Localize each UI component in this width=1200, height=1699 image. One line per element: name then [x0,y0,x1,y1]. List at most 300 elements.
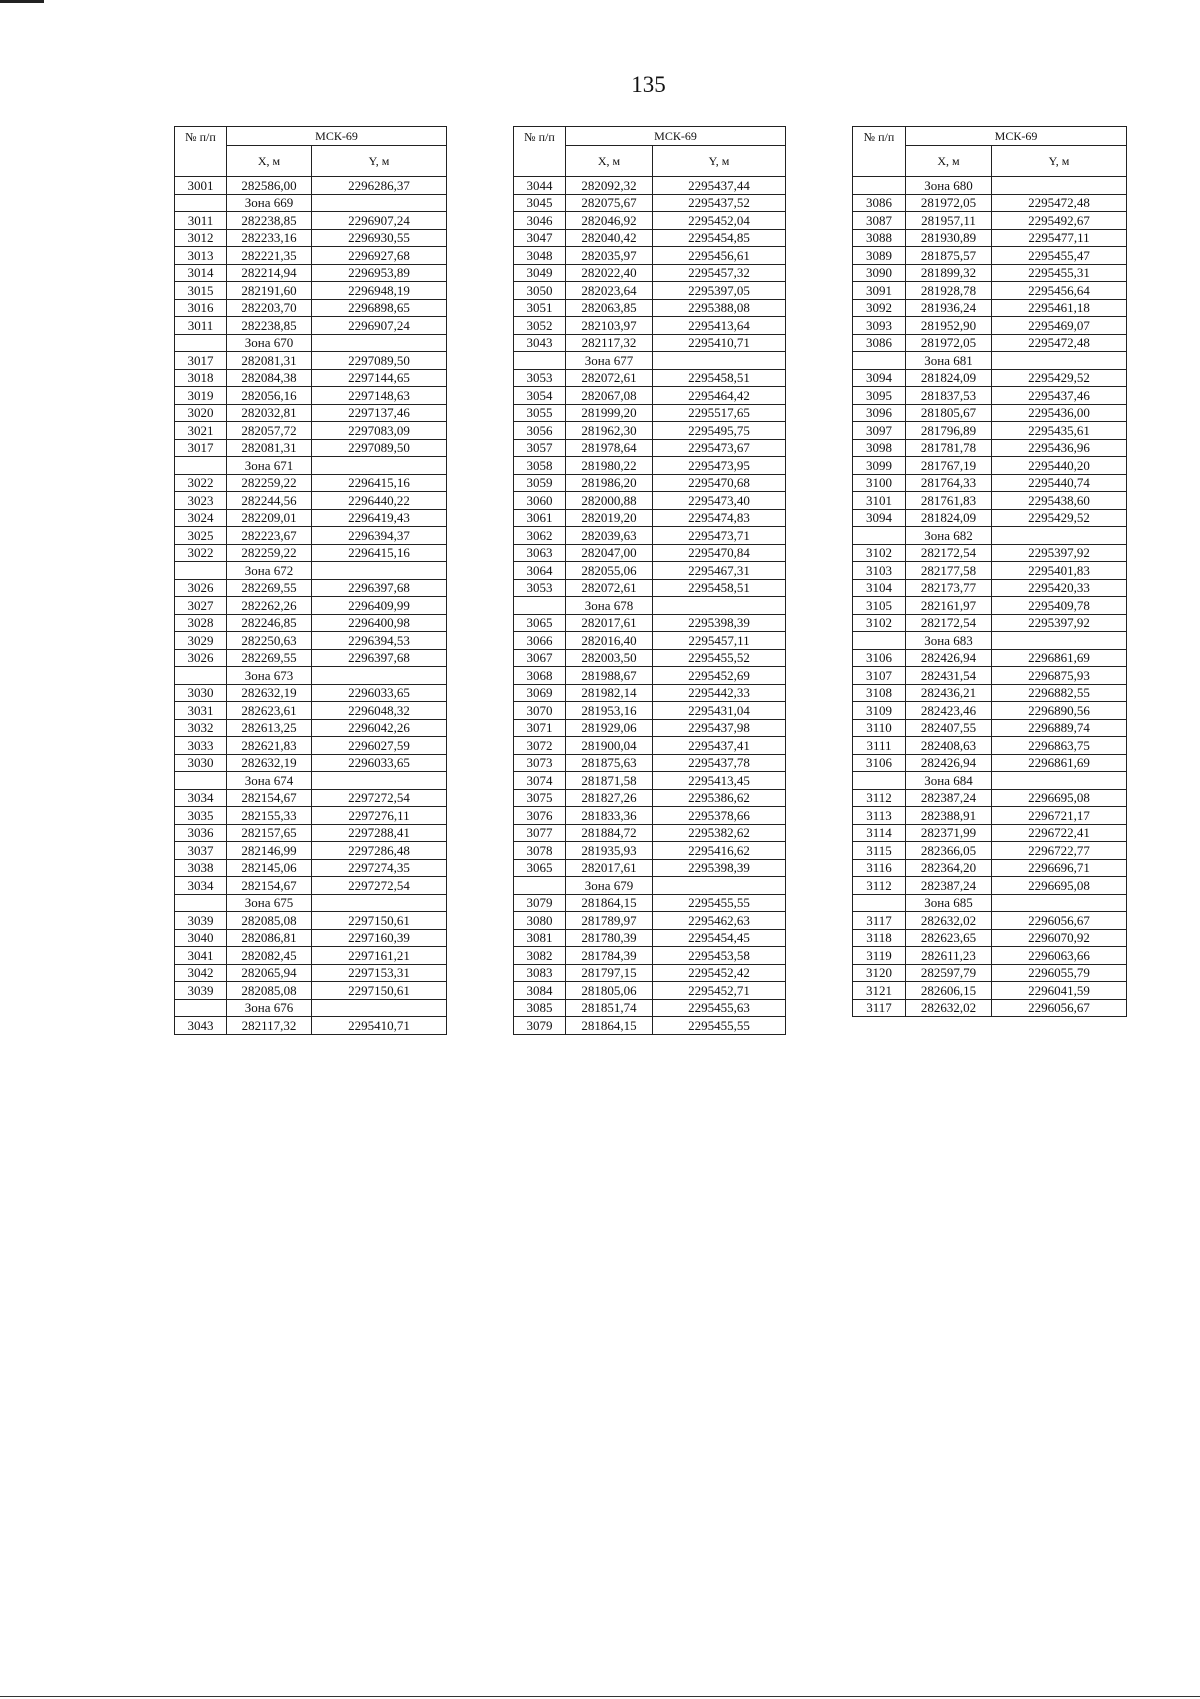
x-coordinate: 282086,81 [227,929,312,947]
table-row [514,929,786,947]
x-coordinate: 281986,20 [566,474,653,492]
point-number: 3023 [175,492,227,510]
coordinates-table-3 [852,126,1127,1017]
zone-empty-cell [992,352,1127,370]
x-coordinate: 282262,26 [227,597,312,615]
x-coordinate: 282103,97 [566,317,653,335]
point-number: 3072 [514,737,566,755]
y-coordinate: 2295397,05 [653,282,786,300]
point-number: 3078 [514,842,566,860]
point-number: 3012 [175,229,227,247]
zone-label: Зона 683 [906,632,992,650]
table-row [175,247,447,265]
y-coordinate: 2296721,17 [992,807,1127,825]
table-row [514,579,786,597]
table-row [853,404,1127,422]
y-coordinate: 2296063,66 [992,947,1127,965]
point-number: 3011 [175,212,227,230]
point-number: 3050 [514,282,566,300]
y-coordinate: 2296875,93 [992,667,1127,685]
point-number: 3057 [514,439,566,457]
table-row [175,299,447,317]
x-coordinate: 281936,24 [906,299,992,317]
table-row [853,649,1127,667]
y-coordinate: 2295473,67 [653,439,786,457]
table-row [175,404,447,422]
table-row [175,509,447,527]
x-coordinate: 281999,20 [566,404,653,422]
table-row [175,719,447,737]
point-number: 3040 [175,929,227,947]
x-coordinate: 282191,60 [227,282,312,300]
x-coordinate: 282632,19 [227,684,312,702]
header-y: Y, м [653,146,786,177]
table-row [514,999,786,1017]
point-number: 3016 [175,299,227,317]
header-number: № п/п [514,127,566,177]
table-row [514,894,786,912]
y-coordinate: 2295477,11 [992,229,1127,247]
table-row [853,422,1127,440]
header-coordinate-system: МСК-69 [566,127,786,146]
x-coordinate: 282075,67 [566,194,653,212]
table-row [175,824,447,842]
point-number: 3066 [514,632,566,650]
table-row [853,597,1127,615]
y-coordinate: 2296041,59 [992,982,1127,1000]
x-coordinate: 282057,72 [227,422,312,440]
y-coordinate: 2295437,52 [653,194,786,212]
point-number: 3043 [514,334,566,352]
point-number: 3058 [514,457,566,475]
table-row [514,667,786,685]
x-coordinate: 282055,06 [566,562,653,580]
point-number: 3022 [175,474,227,492]
table-row [514,842,786,860]
y-coordinate: 2295429,52 [992,369,1127,387]
point-number: 3030 [175,754,227,772]
y-coordinate: 2297272,54 [312,877,447,895]
point-number: 3073 [514,754,566,772]
x-coordinate: 282047,00 [566,544,653,562]
x-coordinate: 281900,04 [566,737,653,755]
x-coordinate: 282017,61 [566,859,653,877]
table-row [175,212,447,230]
x-coordinate: 282177,58 [906,562,992,580]
zone-row [853,894,1127,912]
y-coordinate: 2295388,08 [653,299,786,317]
x-coordinate: 281962,30 [566,422,653,440]
y-coordinate: 2295473,40 [653,492,786,510]
table-row [514,422,786,440]
point-number: 3067 [514,649,566,667]
point-number: 3114 [853,824,906,842]
point-number: 3045 [514,194,566,212]
table-row [514,369,786,387]
point-number: 3077 [514,824,566,842]
x-coordinate: 282408,63 [906,737,992,755]
x-coordinate: 282209,01 [227,509,312,527]
x-coordinate: 281824,09 [906,509,992,527]
point-number: 3051 [514,299,566,317]
table-row [175,859,447,877]
x-coordinate: 282238,85 [227,317,312,335]
y-coordinate: 2295452,42 [653,964,786,982]
table-row [175,684,447,702]
zone-number-cell [853,352,906,370]
point-number: 3085 [514,999,566,1017]
zone-empty-cell [992,772,1127,790]
x-coordinate: 282023,64 [566,282,653,300]
table-row [175,702,447,720]
y-coordinate: 2295397,92 [992,544,1127,562]
zone-row [175,894,447,912]
table-row [514,492,786,510]
y-coordinate: 2295464,42 [653,387,786,405]
zone-number-cell [175,194,227,212]
x-coordinate: 282065,94 [227,964,312,982]
x-coordinate: 282072,61 [566,369,653,387]
y-coordinate: 2295409,78 [992,597,1127,615]
x-coordinate: 281935,93 [566,842,653,860]
table-row [853,789,1127,807]
table-row [175,754,447,772]
x-coordinate: 282081,31 [227,352,312,370]
table-row [514,544,786,562]
header-y: Y, м [992,146,1127,177]
y-coordinate: 2295416,62 [653,842,786,860]
y-coordinate: 2295429,52 [992,509,1127,527]
y-coordinate: 2295378,66 [653,807,786,825]
y-coordinate: 2297153,31 [312,964,447,982]
table-row [175,982,447,1000]
x-coordinate: 282016,40 [566,632,653,650]
point-number: 3113 [853,807,906,825]
table-row [853,369,1127,387]
x-coordinate: 282407,55 [906,719,992,737]
y-coordinate: 2297288,41 [312,824,447,842]
point-number: 3042 [175,964,227,982]
table-row [853,264,1127,282]
x-coordinate: 282081,31 [227,439,312,457]
table-row [175,737,447,755]
zone-number-cell [514,877,566,895]
table-row [853,439,1127,457]
zone-number-cell [175,772,227,790]
y-coordinate: 2296889,74 [992,719,1127,737]
table-row [514,754,786,772]
x-coordinate: 282387,24 [906,789,992,807]
y-coordinate: 2295437,78 [653,754,786,772]
x-coordinate: 282032,81 [227,404,312,422]
point-number: 3076 [514,807,566,825]
point-number: 3065 [514,614,566,632]
zone-number-cell [514,352,566,370]
x-coordinate: 282632,02 [906,912,992,930]
y-coordinate: 2295382,62 [653,824,786,842]
y-coordinate: 2295401,83 [992,562,1127,580]
x-coordinate: 281761,83 [906,492,992,510]
point-number: 3014 [175,264,227,282]
y-coordinate: 2295456,61 [653,247,786,265]
x-coordinate: 282172,54 [906,614,992,632]
table-row [853,282,1127,300]
y-coordinate: 2296696,71 [992,859,1127,877]
y-coordinate: 2295474,83 [653,509,786,527]
x-coordinate: 282364,20 [906,859,992,877]
point-number: 3001 [175,177,227,195]
x-coordinate: 281837,53 [906,387,992,405]
x-coordinate: 282623,61 [227,702,312,720]
y-coordinate: 2296415,16 [312,474,447,492]
x-coordinate: 282063,85 [566,299,653,317]
zone-number-cell [853,632,906,650]
table-row [175,929,447,947]
y-coordinate: 2295455,63 [653,999,786,1017]
y-coordinate: 2295458,51 [653,579,786,597]
point-number: 3062 [514,527,566,545]
zone-label: Зона 671 [227,457,312,475]
y-coordinate: 2295442,33 [653,684,786,702]
point-number: 3041 [175,947,227,965]
zone-row [175,457,447,475]
table-row [514,282,786,300]
x-coordinate: 281851,74 [566,999,653,1017]
x-coordinate: 281953,16 [566,702,653,720]
x-coordinate: 282426,94 [906,754,992,772]
zone-label: Зона 675 [227,894,312,912]
zone-row [175,562,447,580]
y-coordinate: 2295435,61 [992,422,1127,440]
x-coordinate: 282155,33 [227,807,312,825]
zone-label: Зона 673 [227,667,312,685]
zone-row [175,194,447,212]
x-coordinate: 282259,22 [227,474,312,492]
table-row [514,404,786,422]
table-row [853,824,1127,842]
y-coordinate: 2296722,41 [992,824,1127,842]
zone-empty-cell [653,597,786,615]
zone-row [175,667,447,685]
point-number: 3086 [853,194,906,212]
x-coordinate: 281780,39 [566,929,653,947]
point-number: 3017 [175,439,227,457]
zone-row [853,177,1127,195]
point-number: 3047 [514,229,566,247]
point-number: 3121 [853,982,906,1000]
x-coordinate: 281988,67 [566,667,653,685]
y-coordinate: 2295456,64 [992,282,1127,300]
table-row [853,684,1127,702]
y-coordinate: 2297083,09 [312,422,447,440]
zone-empty-cell [312,457,447,475]
table-row [175,317,447,335]
point-number: 3017 [175,352,227,370]
y-coordinate: 2297148,63 [312,387,447,405]
y-coordinate: 2297276,11 [312,807,447,825]
point-number: 3048 [514,247,566,265]
zone-empty-cell [312,562,447,580]
table-row [514,702,786,720]
table-row [853,702,1127,720]
x-coordinate: 282223,67 [227,527,312,545]
zone-label: Зона 669 [227,194,312,212]
y-coordinate: 2295410,71 [653,334,786,352]
x-coordinate: 282154,67 [227,789,312,807]
x-coordinate: 282172,54 [906,544,992,562]
zone-number-cell [514,597,566,615]
point-number: 3088 [853,229,906,247]
y-coordinate: 2295473,95 [653,457,786,475]
point-number: 3011 [175,317,227,335]
point-number: 3037 [175,842,227,860]
y-coordinate: 2296907,24 [312,317,447,335]
y-coordinate: 2296056,67 [992,999,1127,1017]
x-coordinate: 282244,56 [227,492,312,510]
table-row [853,492,1127,510]
point-number: 3071 [514,719,566,737]
point-number: 3056 [514,422,566,440]
point-number: 3108 [853,684,906,702]
point-number: 3117 [853,912,906,930]
scan-corner-mark [0,0,44,3]
header-number: № п/п [175,127,227,177]
y-coordinate: 2296397,68 [312,649,447,667]
x-coordinate: 282269,55 [227,579,312,597]
zone-row [514,352,786,370]
zone-row [175,334,447,352]
zone-label: Зона 679 [566,877,653,895]
header-x: X, м [906,146,992,177]
point-number: 3093 [853,317,906,335]
table-row [853,212,1127,230]
table-row [175,632,447,650]
y-coordinate: 2295452,04 [653,212,786,230]
y-coordinate: 2297137,46 [312,404,447,422]
table-row [175,579,447,597]
x-coordinate: 282085,08 [227,982,312,1000]
x-coordinate: 282022,40 [566,264,653,282]
x-coordinate: 282214,94 [227,264,312,282]
y-coordinate: 2295457,32 [653,264,786,282]
point-number: 3054 [514,387,566,405]
y-coordinate: 2295397,92 [992,614,1127,632]
x-coordinate: 282092,32 [566,177,653,195]
x-coordinate: 281767,19 [906,457,992,475]
y-coordinate: 2296898,65 [312,299,447,317]
zone-number-cell [853,772,906,790]
zone-empty-cell [992,894,1127,912]
table-body [514,177,786,1035]
y-coordinate: 2295452,69 [653,667,786,685]
y-coordinate: 2295437,41 [653,737,786,755]
table-row [514,439,786,457]
y-coordinate: 2295398,39 [653,614,786,632]
y-coordinate: 2295436,00 [992,404,1127,422]
point-number: 3111 [853,737,906,755]
y-coordinate: 2295431,04 [653,702,786,720]
table-row [514,649,786,667]
point-number: 3043 [175,1017,227,1035]
zone-label: Зона 674 [227,772,312,790]
zone-number-cell [853,177,906,195]
table-row [175,177,447,195]
point-number: 3094 [853,509,906,527]
x-coordinate: 282072,61 [566,579,653,597]
point-number: 3104 [853,579,906,597]
y-coordinate: 2295455,47 [992,247,1127,265]
table-row [514,509,786,527]
point-number: 3039 [175,912,227,930]
y-coordinate: 2297160,39 [312,929,447,947]
y-coordinate: 2295455,55 [653,894,786,912]
x-coordinate: 282000,88 [566,492,653,510]
y-coordinate: 2297144,65 [312,369,447,387]
point-number: 3029 [175,632,227,650]
table-row [853,194,1127,212]
zone-label: Зона 670 [227,334,312,352]
table-row [514,334,786,352]
point-number: 3082 [514,947,566,965]
y-coordinate: 2296695,08 [992,877,1127,895]
x-coordinate: 282632,02 [906,999,992,1017]
y-coordinate: 2295420,33 [992,579,1127,597]
table-body [175,177,447,1035]
y-coordinate: 2295469,07 [992,317,1127,335]
y-coordinate: 2296948,19 [312,282,447,300]
x-coordinate: 282431,54 [906,667,992,685]
zone-label: Зона 685 [906,894,992,912]
y-coordinate: 2295454,85 [653,229,786,247]
x-coordinate: 282259,22 [227,544,312,562]
point-number: 3027 [175,597,227,615]
point-number: 3099 [853,457,906,475]
x-coordinate: 282117,32 [566,334,653,352]
point-number: 3049 [514,264,566,282]
zone-empty-cell [653,352,786,370]
x-coordinate: 282238,85 [227,212,312,230]
point-number: 3112 [853,789,906,807]
zone-number-cell [175,894,227,912]
point-number: 3022 [175,544,227,562]
point-number: 3053 [514,369,566,387]
y-coordinate: 2296397,68 [312,579,447,597]
point-number: 3091 [853,282,906,300]
x-coordinate: 281805,67 [906,404,992,422]
point-number: 3107 [853,667,906,685]
y-coordinate: 2296930,55 [312,229,447,247]
table-row [853,334,1127,352]
table-row [514,824,786,842]
y-coordinate: 2297274,35 [312,859,447,877]
coordinates-table-2 [513,126,786,1035]
table-row [514,194,786,212]
point-number: 3026 [175,579,227,597]
table-row [514,457,786,475]
point-number: 3053 [514,579,566,597]
table-row [175,527,447,545]
x-coordinate: 282586,00 [227,177,312,195]
table-row [514,859,786,877]
y-coordinate: 2295440,74 [992,474,1127,492]
y-coordinate: 2297272,54 [312,789,447,807]
zone-number-cell [175,457,227,475]
point-number: 3079 [514,1017,566,1035]
y-coordinate: 2297150,61 [312,912,447,930]
point-number: 3020 [175,404,227,422]
point-number: 3116 [853,859,906,877]
zone-row [853,772,1127,790]
